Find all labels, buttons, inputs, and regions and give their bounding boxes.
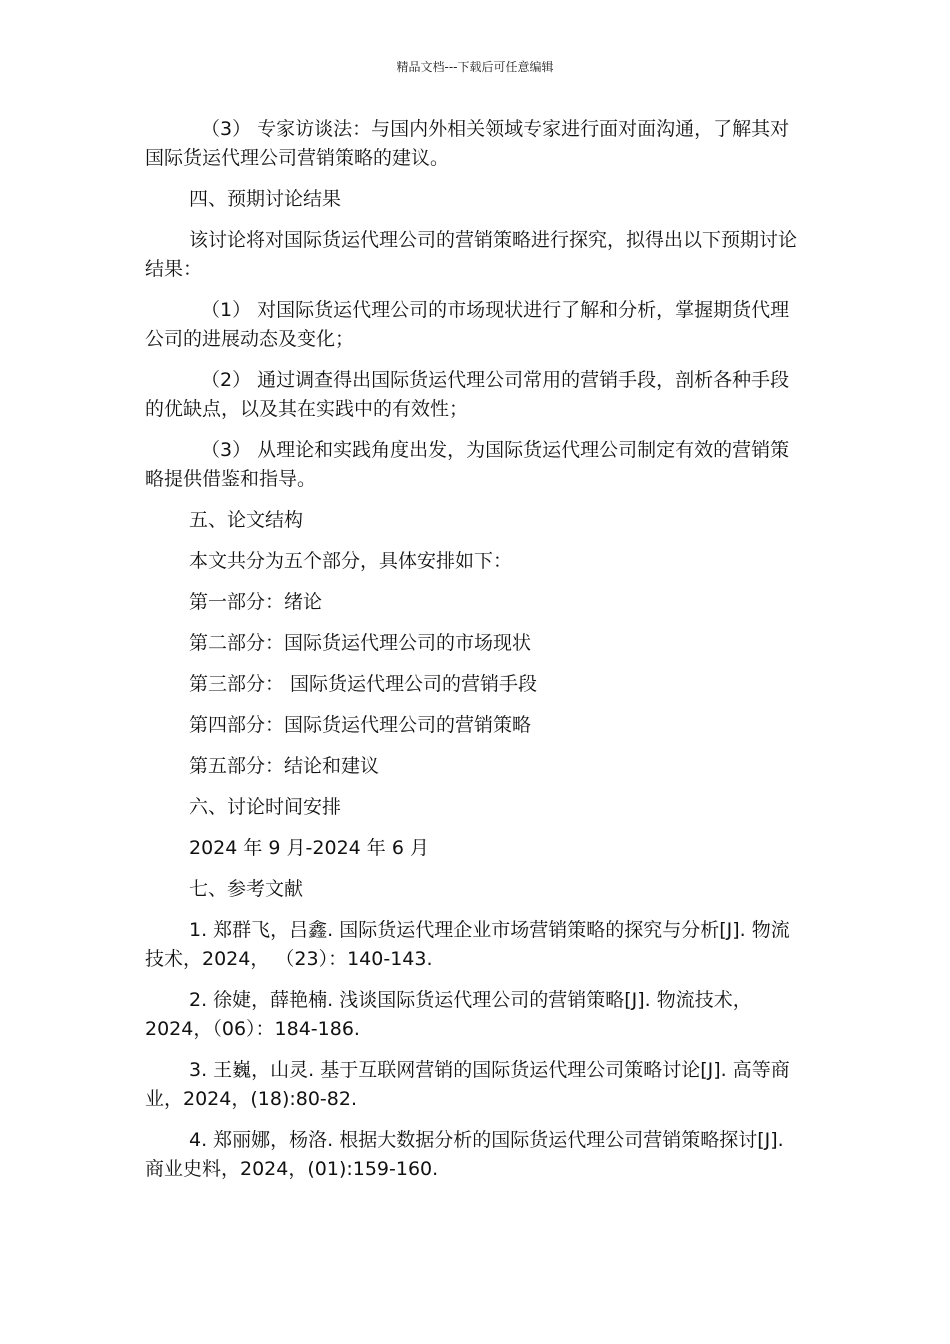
- section-heading-expected-results: 四、预期讨论结果: [189, 188, 342, 210]
- section-heading-schedule: 六、讨论时间安排: [189, 796, 342, 818]
- structure-part-4: 第四部分：国际货运代理公司的营销策略: [189, 714, 532, 736]
- structure-part-3: 第三部分： 国际货运代理公司的营销手段: [189, 673, 538, 695]
- section-heading-references: 七、参考文献: [189, 878, 304, 900]
- structure-intro: 本文共分为五个部分，具体安排如下：: [189, 550, 513, 572]
- reference-3: 3. 王巍，山灵. 基于互联网营销的国际货运代理公司策略讨论[J]. 高等商业，2024，(18):80-82.: [145, 1059, 790, 1110]
- reference-2: 2. 徐婕，薛艳楠. 浅谈国际货运代理公司的营销策略[J]. 物流技术，2024，（06）：184-186.: [145, 989, 752, 1040]
- section-heading-structure: 五、论文结构: [189, 509, 304, 531]
- document-body: [145, 115, 805, 1196]
- structure-part-5: 第五部分：结论和建议: [189, 755, 380, 777]
- structure-part-2: 第二部分：国际货运代理公司的市场现状: [189, 632, 532, 654]
- expected-results-intro: 该讨论将对国际货运代理公司的营销策略进行探究，拟得出以下预期讨论结果：: [145, 229, 798, 280]
- structure-part-1: 第一部分：绪论: [189, 591, 323, 613]
- expected-result-2: （2） 通过调查得出国际货运代理公司常用的营销手段，剖析各种手段的优缺点，以及其在实践中的有效性；: [145, 369, 790, 420]
- reference-4: 4. 郑丽娜，杨洛. 根据大数据分析的国际货运代理公司营销策略探讨[J]. 商业史料，2024，(01):159-160.: [145, 1129, 784, 1180]
- reference-1: 1. 郑群飞，吕鑫. 国际货运代理企业市场营销策略的探究与分析[J]. 物流技术，2024， （23）：140-143.: [145, 919, 790, 970]
- method-expert-interview: （3） 专家访谈法：与国内外相关领域专家进行面对面沟通，了解其对国际货运代理公司营销策略的建议。: [145, 118, 790, 169]
- schedule-dates: 2024 年 9 月-2024 年 6 月: [189, 837, 429, 859]
- expected-result-1: （1） 对国际货运代理公司的市场现状进行了解和分析，掌握期货代理公司的进展动态及变化；: [145, 299, 790, 350]
- expected-result-3: （3） 从理论和实践角度出发，为国际货运代理公司制定有效的营销策略提供借鉴和指导。: [145, 439, 790, 490]
- page-header: 精品文档---下载后可任意编辑: [396, 60, 554, 74]
